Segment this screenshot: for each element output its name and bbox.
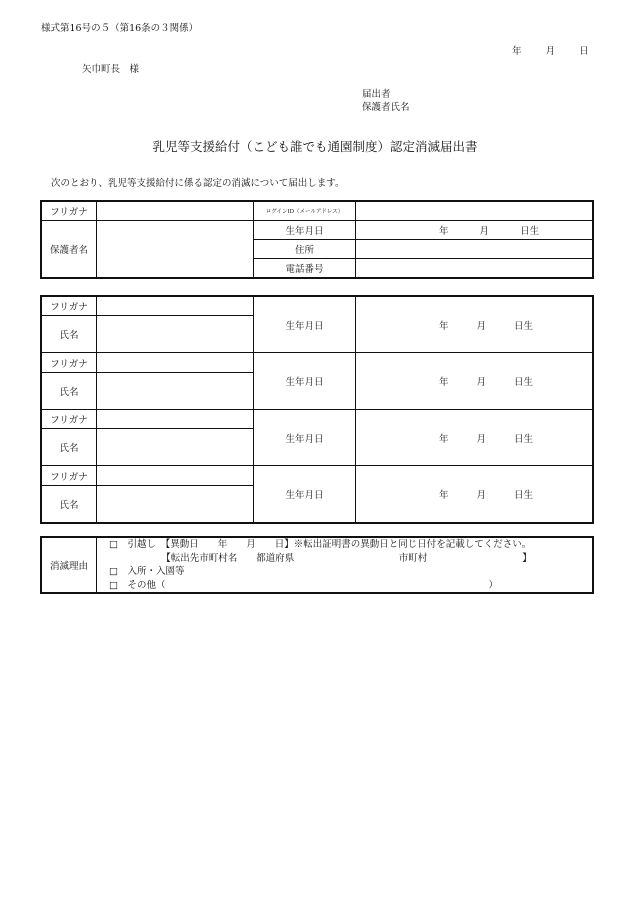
header-date [512, 43, 589, 57]
month-unit: 月 [476, 377, 487, 389]
date-day: 日 [579, 46, 589, 57]
reason-table [41, 537, 593, 593]
addressee: 矢巾町長 様 [82, 64, 140, 75]
page-title: 乳児等支援給付（こども誰でも通園制度）認定消滅届出書 [152, 139, 478, 154]
child-name-field[interactable] [97, 372, 254, 409]
child-birthdate-field[interactable] [356, 409, 593, 465]
date-month: 月 [545, 46, 556, 57]
year-unit: 年 [439, 320, 449, 332]
year-unit: 年 [439, 490, 449, 502]
children-table [41, 296, 593, 523]
child-name-field[interactable] [97, 316, 254, 353]
child-name-label: 氏名 [42, 485, 97, 522]
reason-other-option[interactable]: □ その他（ ） [109, 579, 498, 591]
guardian-name-label: 保護者名 [42, 221, 97, 278]
address-field[interactable] [356, 240, 593, 259]
child-furigana-field[interactable] [97, 466, 254, 485]
child-name-label: 氏名 [42, 372, 97, 409]
reason-admission-option[interactable]: □ 入所・入園等 [109, 566, 185, 577]
child-name-label: 氏名 [42, 316, 97, 353]
year-unit: 年 [439, 433, 449, 445]
child-birthdate-label: 生年月日 [254, 297, 356, 353]
login-id-label: ログインID（メールアドレス） [254, 202, 356, 221]
guardian-furigana-label: フリガナ [42, 202, 97, 221]
month-unit: 月 [476, 433, 487, 445]
submitter-label: 届出者 [362, 89, 391, 100]
child-name-field[interactable] [97, 485, 254, 522]
guardian-birthdate-label: 生年月日 [254, 221, 356, 240]
month-unit: 月 [479, 226, 490, 237]
intro-text: 次のとおり、乳児等支援給付に係る認定の消滅について届出します。 [51, 178, 345, 189]
submitter-guardian-name-label: 保護者氏名 [362, 102, 410, 113]
guardian-name-field[interactable] [97, 221, 254, 278]
phone-field[interactable] [356, 259, 593, 278]
day-unit: 日生 [514, 433, 534, 445]
day-unit: 日生 [514, 320, 534, 332]
child-birthdate-field[interactable] [356, 297, 593, 353]
day-unit: 日生 [514, 490, 534, 502]
login-id-field[interactable] [356, 202, 593, 221]
date-year: 年 [512, 46, 522, 57]
phone-label: 電話番号 [254, 259, 356, 278]
child-furigana-field[interactable] [97, 409, 254, 428]
child-birthdate-label: 生年月日 [254, 466, 356, 523]
guardian-table [41, 201, 593, 278]
child-birthdate-field[interactable] [356, 466, 593, 523]
reason-moving-option[interactable]: □ 引越し 【異動日 年 月 日】※転出証明書の異動日と同じ日付を記載してください。 [109, 539, 532, 550]
child-furigana-label: フリガナ [42, 466, 97, 485]
reason-options [97, 538, 593, 593]
guardian-furigana-field[interactable] [97, 202, 254, 221]
month-unit: 月 [476, 490, 487, 502]
child-furigana-label: フリガナ [42, 409, 97, 428]
day-unit: 日生 [520, 226, 540, 237]
address-label: 住所 [254, 240, 356, 259]
year-unit: 年 [439, 226, 449, 237]
child-birthdate-label: 生年月日 [254, 353, 356, 409]
child-name-label: 氏名 [42, 429, 97, 466]
year-unit: 年 [439, 377, 449, 389]
child-furigana-label: フリガナ [42, 297, 97, 316]
day-unit: 日生 [514, 377, 534, 389]
month-unit: 月 [476, 320, 487, 332]
reason-moving-destination[interactable]: 【転出先市町村名 都道府県 市町村 】 [109, 552, 532, 564]
guardian-birthdate-field[interactable] [356, 221, 593, 240]
child-birthdate-label: 生年月日 [254, 409, 356, 465]
child-birthdate-field[interactable] [356, 353, 593, 409]
child-furigana-field[interactable] [97, 297, 254, 316]
child-furigana-field[interactable] [97, 353, 254, 372]
reason-label: 消滅理由 [42, 538, 97, 593]
child-name-field[interactable] [97, 429, 254, 466]
child-furigana-label: フリガナ [42, 353, 97, 372]
form-number: 様式第16号の５（第16条の３関係） [41, 23, 199, 34]
